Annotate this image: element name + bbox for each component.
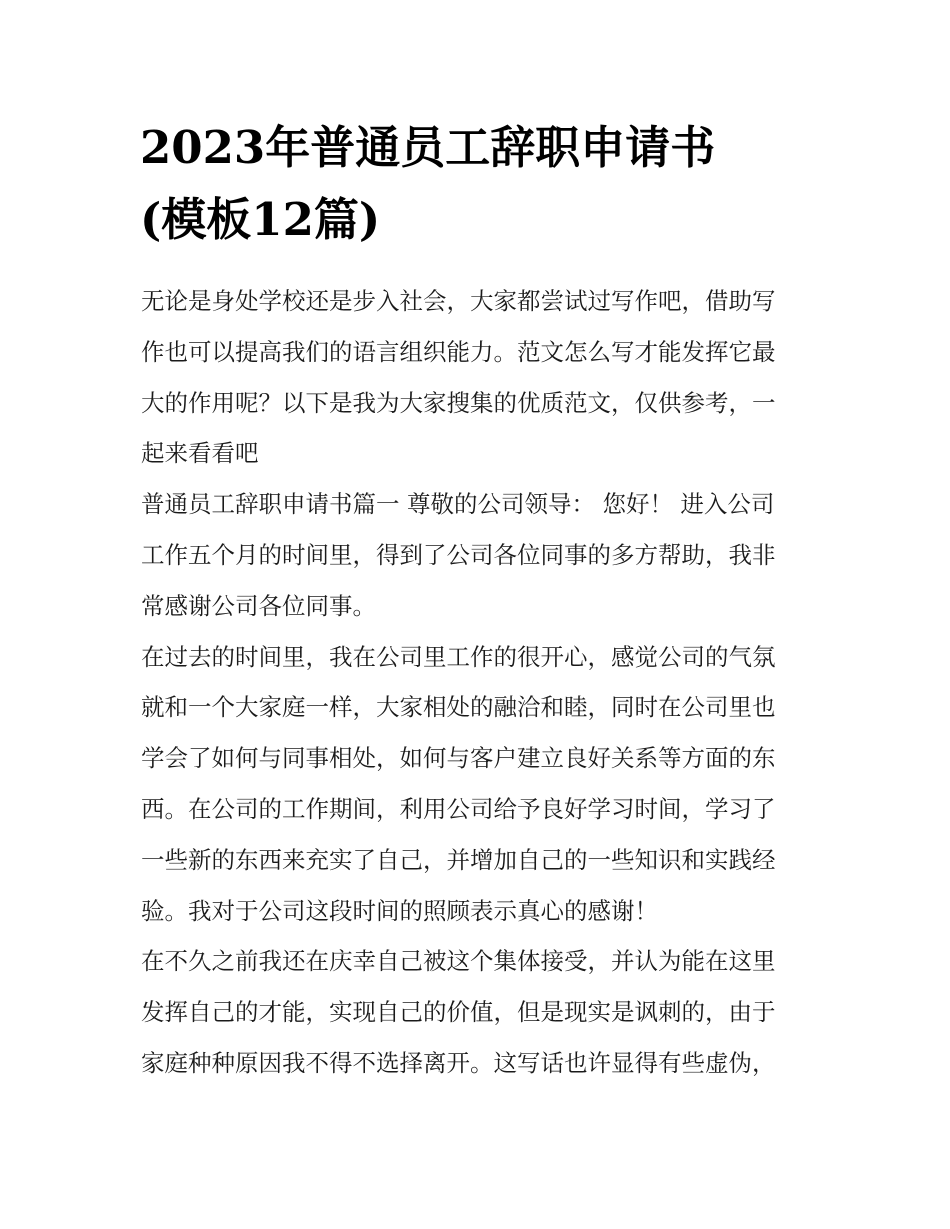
text-line: 验。我对于公司这段时间的照顾表示真心的感谢！ [141,896,658,925]
paragraph-intro [141,276,821,479]
text-line: 就和一个大家庭一样，大家相处的融洽和睦，同时在公司里也 [141,693,776,722]
title-line-2: (模板12篇) [140,193,381,246]
text-line: 无论是身处学校还是步入社会，大家都尝试过写作吧，借助写 [141,287,776,315]
text-line: 作也可以提高我们的语言组织能力。范文怎么写才能发挥它最 [141,337,776,366]
text-line: 起来看看吧 [141,439,259,468]
paragraph-letter-opening [141,479,821,631]
text-line: 在不久之前我还在庆幸自己被这个集体接受，并认为能在这里 [141,947,776,976]
text-line: 工作五个月的时间里，得到了公司各位同事的多方帮助，我非 [141,540,776,569]
text-line: 一些新的东西来充实了自己，并增加自己的一些知识和实践经 [141,845,776,874]
paragraph-experience [141,632,821,937]
text-line: 普通员工辞职申请书篇一 尊敬的公司领导： 您好！ 进入公司 [141,490,775,519]
document-body [141,276,821,1089]
paragraph-reason [141,936,821,1088]
text-line: 学会了如何与同事相处，如何与客户建立良好关系等方面的东 [141,744,776,773]
text-line: 西。在公司的工作期间，利用公司给予良好学习时间，学习了 [141,794,776,823]
title-line-1: 2023年普通员工辞职申请书 [140,121,716,174]
text-line: 在过去的时间里，我在公司里工作的很开心，感觉公司的气氛 [141,642,776,671]
text-line: 大的作用呢？以下是我为大家搜集的优质范文，仅供参考，一 [141,388,776,417]
text-line: 家庭种种原因我不得不选择离开。这写话也许显得有些虚伪， [141,1048,776,1077]
document-title [140,112,820,256]
text-line: 发挥自己的才能，实现自己的价值，但是现实是讽刺的，由于 [141,998,776,1027]
text-line: 常感谢公司各位同事。 [141,591,376,620]
